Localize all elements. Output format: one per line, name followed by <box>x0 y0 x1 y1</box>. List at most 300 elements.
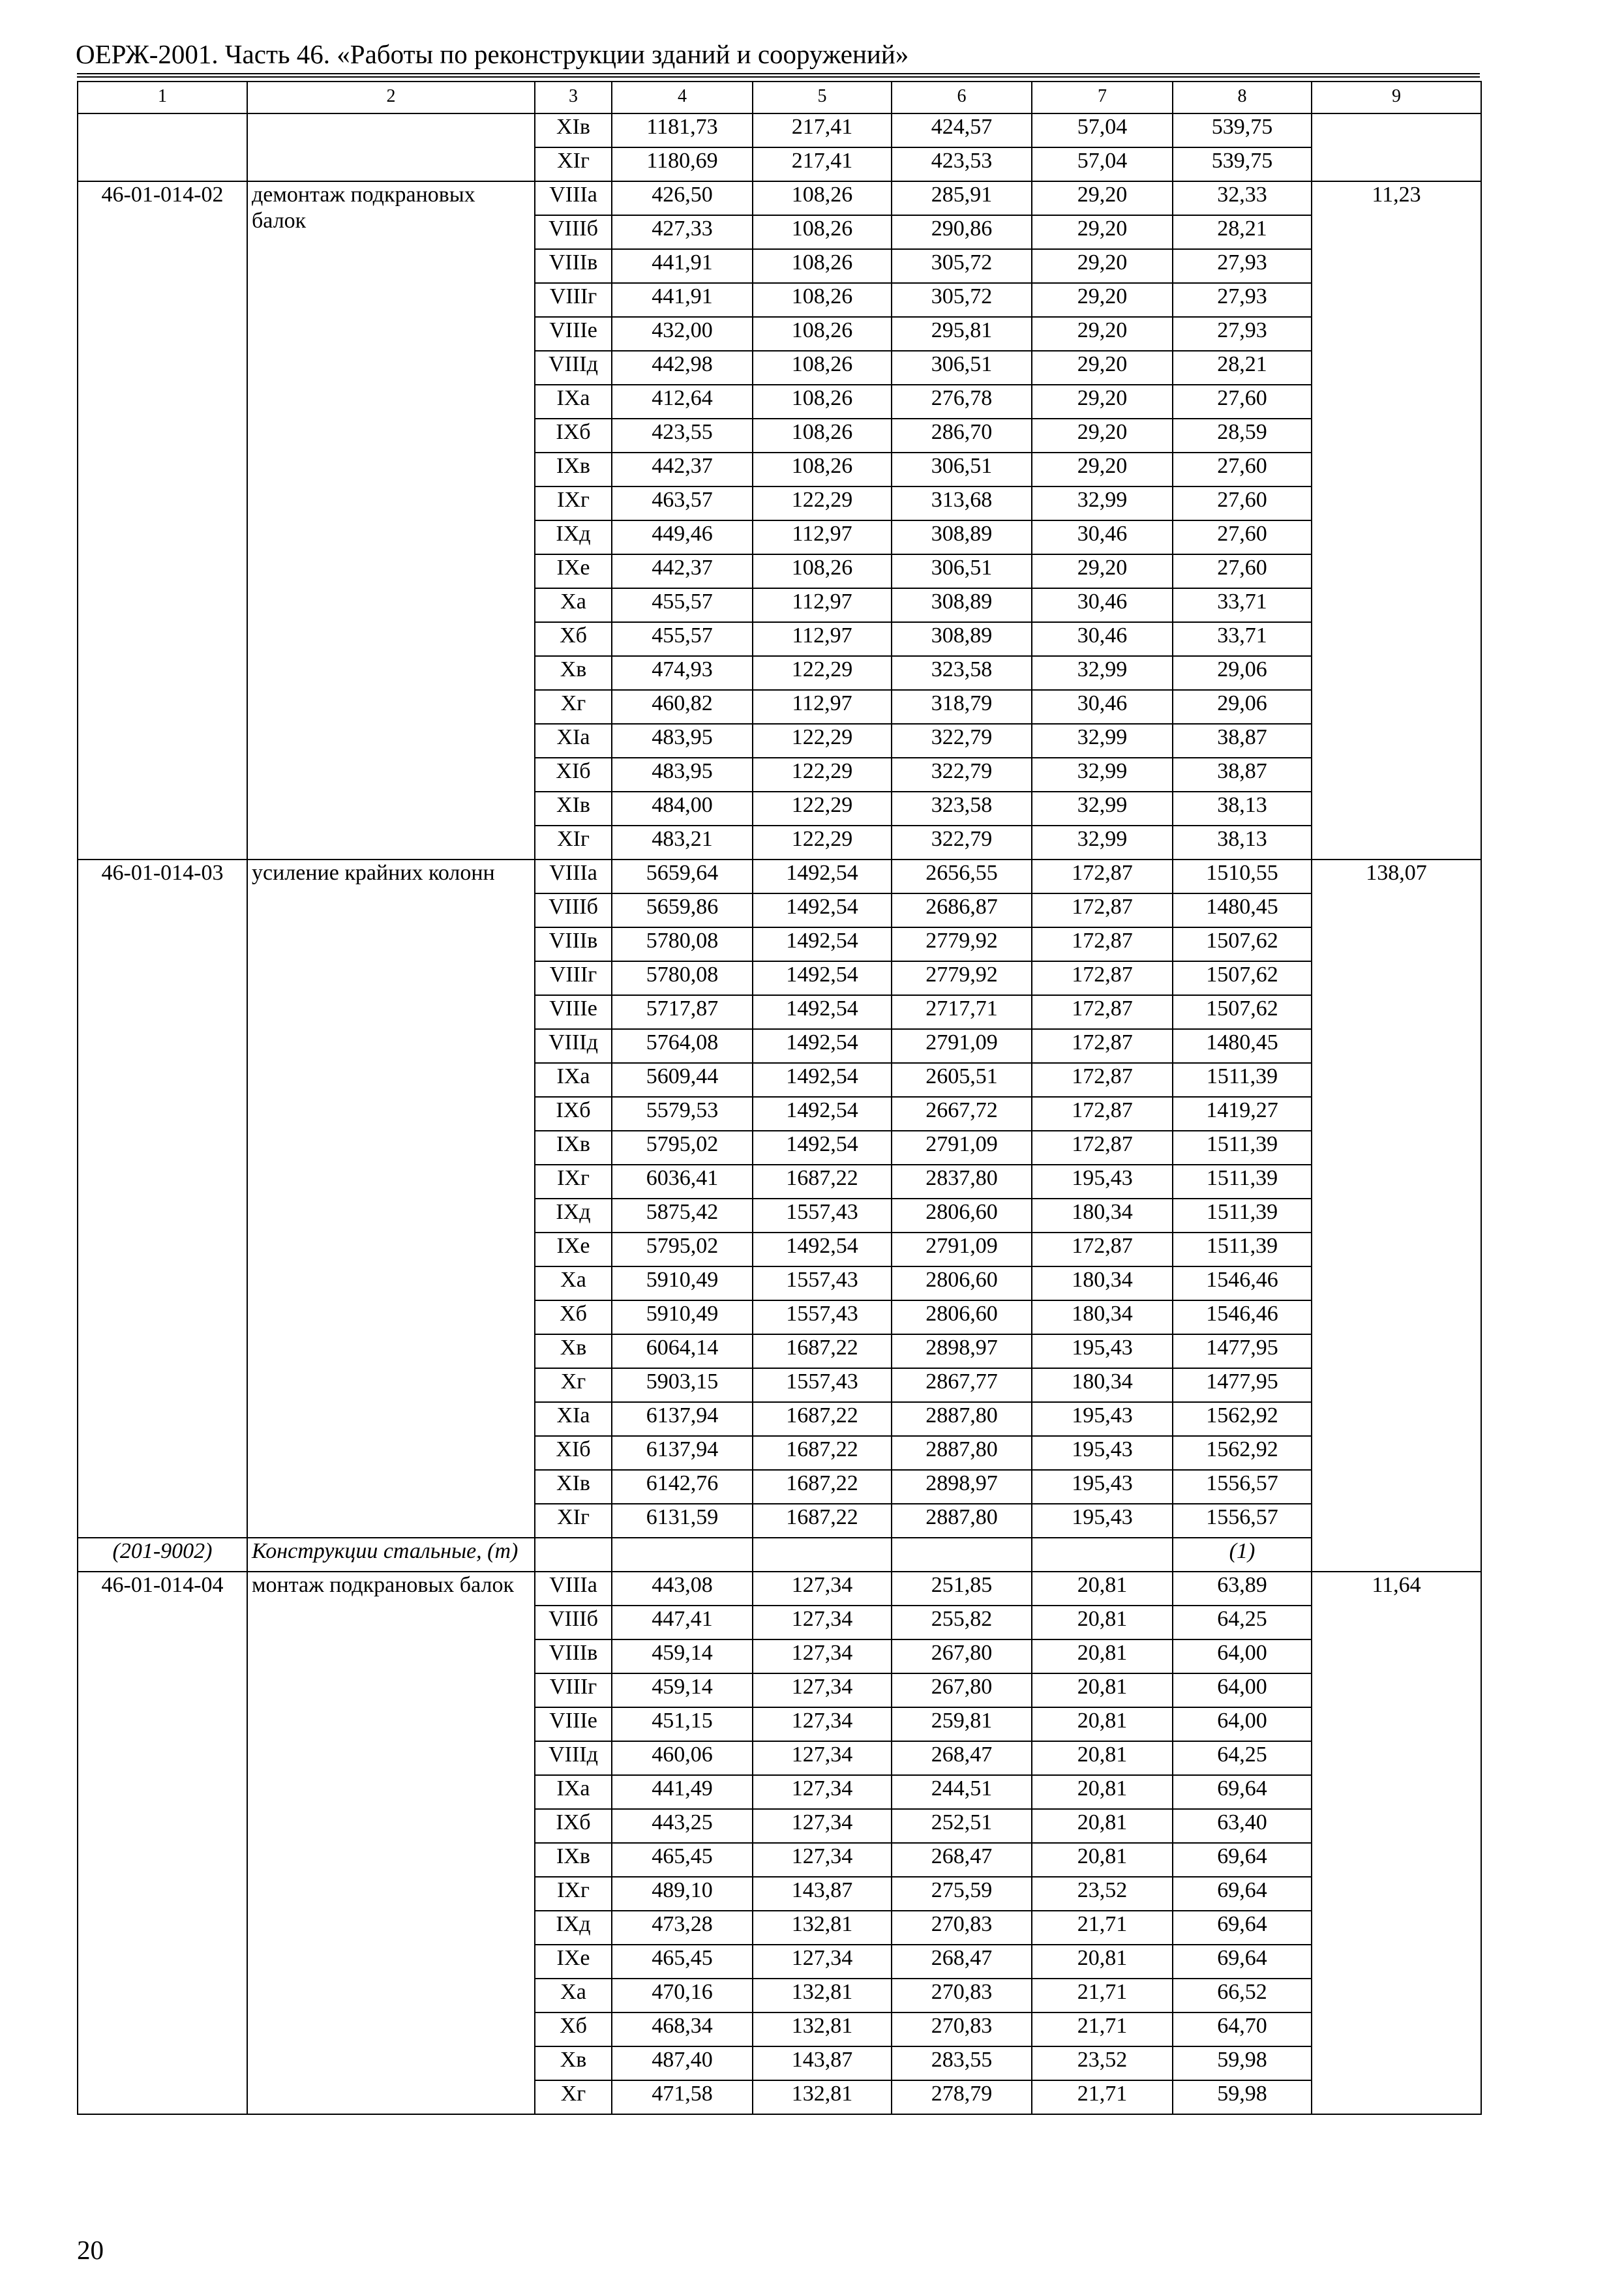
value-cell: 1477,95 <box>1173 1334 1312 1368</box>
value-cell: 5609,44 <box>612 1063 753 1097</box>
value-cell: 27,93 <box>1173 283 1312 317</box>
value-cell: 122,29 <box>753 826 892 860</box>
value-cell: 30,46 <box>1032 520 1173 554</box>
value-cell: 441,49 <box>612 1775 753 1809</box>
zone-cell: IXе <box>535 554 612 588</box>
value-cell: 29,20 <box>1032 317 1173 351</box>
value-cell: 108,26 <box>753 453 892 486</box>
value-cell: 38,13 <box>1173 792 1312 826</box>
column-number: 2 <box>247 82 535 113</box>
value-cell: 313,68 <box>892 486 1032 520</box>
name-cell <box>247 113 535 181</box>
column-number: 7 <box>1032 82 1173 113</box>
value-cell: 308,89 <box>892 520 1032 554</box>
value-cell: 6131,59 <box>612 1504 753 1538</box>
column-number: 8 <box>1173 82 1312 113</box>
value-cell: 322,79 <box>892 724 1032 758</box>
value-cell: 484,00 <box>612 792 753 826</box>
value-cell: 2887,80 <box>892 1436 1032 1470</box>
zone-cell: Xа <box>535 1266 612 1300</box>
value-cell: 127,34 <box>753 1673 892 1707</box>
value-cell: 1492,54 <box>753 1097 892 1131</box>
zone-cell: IXг <box>535 1877 612 1911</box>
zone-cell: IXа <box>535 1063 612 1097</box>
value-cell: 255,82 <box>892 1606 1032 1639</box>
value-cell: 2656,55 <box>892 860 1032 893</box>
value-cell: 6036,41 <box>612 1165 753 1199</box>
value-cell: 268,47 <box>892 1945 1032 1979</box>
value-cell: 2779,92 <box>892 961 1032 995</box>
value-cell: 32,99 <box>1032 656 1173 690</box>
value-cell: 1492,54 <box>753 961 892 995</box>
zone-cell: XIа <box>535 724 612 758</box>
value-cell: 20,81 <box>1032 1572 1173 1606</box>
value-cell: 465,45 <box>612 1843 753 1877</box>
value-cell: 28,21 <box>1173 215 1312 249</box>
value-cell: 5780,08 <box>612 961 753 995</box>
value-cell: 108,26 <box>753 181 892 215</box>
value-cell: 108,26 <box>753 351 892 385</box>
value-cell: 460,06 <box>612 1741 753 1775</box>
value-cell: 127,34 <box>753 1572 892 1606</box>
value-cell: 29,20 <box>1032 385 1173 419</box>
zone-cell: IXг <box>535 1165 612 1199</box>
note-row <box>78 1538 1481 1572</box>
value-cell: 27,60 <box>1173 554 1312 588</box>
value-cell: 29,06 <box>1173 656 1312 690</box>
value-cell: 5659,86 <box>612 893 753 927</box>
value-cell: 270,83 <box>892 1911 1032 1945</box>
value-cell: 5780,08 <box>612 927 753 961</box>
value-cell: 5659,64 <box>612 860 753 893</box>
value-cell: 443,25 <box>612 1809 753 1843</box>
zone-cell: XIг <box>535 1504 612 1538</box>
value-cell: 29,20 <box>1032 453 1173 486</box>
resource-quantity-note: (1) <box>1173 1538 1312 1572</box>
value-cell: 470,16 <box>612 1979 753 2012</box>
value-cell: 2791,09 <box>892 1029 1032 1063</box>
value-cell: 180,34 <box>1032 1266 1173 1300</box>
value-cell: 20,81 <box>1032 1741 1173 1775</box>
value-cell: 127,34 <box>753 1945 892 1979</box>
value-cell: 2791,09 <box>892 1233 1032 1266</box>
value-cell: 1557,43 <box>753 1368 892 1402</box>
value-cell: 38,87 <box>1173 724 1312 758</box>
zone-cell: IXе <box>535 1233 612 1266</box>
value-cell: 64,70 <box>1173 2012 1312 2046</box>
value-cell: 122,29 <box>753 724 892 758</box>
value-cell: 28,21 <box>1173 351 1312 385</box>
value-cell: 21,71 <box>1032 1979 1173 2012</box>
zone-cell: Xб <box>535 622 612 656</box>
zone-cell: VIIIг <box>535 961 612 995</box>
value-cell: 1480,45 <box>1173 1029 1312 1063</box>
value-cell: 217,41 <box>753 113 892 147</box>
value-cell: 251,85 <box>892 1572 1032 1606</box>
value-cell: 1556,57 <box>1173 1470 1312 1504</box>
value-cell: 2887,80 <box>892 1402 1032 1436</box>
value-cell: 295,81 <box>892 317 1032 351</box>
value-cell: 1492,54 <box>753 893 892 927</box>
value-cell: 29,20 <box>1032 351 1173 385</box>
value-cell <box>892 1538 1032 1572</box>
value-cell: 455,57 <box>612 622 753 656</box>
value-cell: 285,91 <box>892 181 1032 215</box>
value-cell: 412,64 <box>612 385 753 419</box>
value-cell: 286,70 <box>892 419 1032 453</box>
value-cell: 1557,43 <box>753 1199 892 1233</box>
rates-table <box>77 81 1482 2115</box>
value-cell: 1511,39 <box>1173 1063 1312 1097</box>
value-cell: 1511,39 <box>1173 1233 1312 1266</box>
value-cell: 1507,62 <box>1173 961 1312 995</box>
column-number: 9 <box>1312 82 1481 113</box>
value-cell: 29,20 <box>1032 215 1173 249</box>
value-cell: 305,72 <box>892 249 1032 283</box>
value-cell: 1687,22 <box>753 1504 892 1538</box>
value-cell: 21,71 <box>1032 1911 1173 1945</box>
zone-cell: IXд <box>535 1199 612 1233</box>
value-cell: 5875,42 <box>612 1199 753 1233</box>
value-cell: 69,64 <box>1173 1877 1312 1911</box>
zone-cell: IXб <box>535 419 612 453</box>
zone-cell: IXа <box>535 385 612 419</box>
value-cell: 424,57 <box>892 113 1032 147</box>
value-cell: 127,34 <box>753 1707 892 1741</box>
value-cell: 69,64 <box>1173 1843 1312 1877</box>
value-cell: 290,86 <box>892 215 1032 249</box>
code-cell: 46-01-014-04 <box>78 1572 247 2114</box>
value-cell: 112,97 <box>753 520 892 554</box>
value-cell: 172,87 <box>1032 961 1173 995</box>
value-cell: 318,79 <box>892 690 1032 724</box>
name-cell: усиление крайних колонн <box>247 860 535 1538</box>
value-cell: 1181,73 <box>612 113 753 147</box>
value-cell: 308,89 <box>892 622 1032 656</box>
zone-cell: VIIIв <box>535 927 612 961</box>
zone-cell: VIIIд <box>535 1741 612 1775</box>
zone-cell: VIIIд <box>535 351 612 385</box>
value-cell: 1687,22 <box>753 1334 892 1368</box>
value-cell: 447,41 <box>612 1606 753 1639</box>
zone-cell: XIв <box>535 1470 612 1504</box>
zone-cell: IXе <box>535 1945 612 1979</box>
value-cell: 57,04 <box>1032 147 1173 181</box>
value-cell: 1510,55 <box>1173 860 1312 893</box>
zone-cell: VIIIе <box>535 995 612 1029</box>
value-cell: 172,87 <box>1032 1029 1173 1063</box>
value-cell: 132,81 <box>753 2012 892 2046</box>
value-cell: 455,57 <box>612 588 753 622</box>
value-cell: 1507,62 <box>1173 995 1312 1029</box>
zone-cell: VIIIв <box>535 1639 612 1673</box>
value-cell: 278,79 <box>892 2080 1032 2114</box>
value-cell: 33,71 <box>1173 622 1312 656</box>
value-cell: 195,43 <box>1032 1334 1173 1368</box>
col9-cell: 138,07 <box>1312 860 1481 1572</box>
zone-cell: XIв <box>535 113 612 147</box>
value-cell: 1562,92 <box>1173 1436 1312 1470</box>
value-cell: 29,20 <box>1032 181 1173 215</box>
value-cell: 27,60 <box>1173 453 1312 486</box>
value-cell: 195,43 <box>1032 1402 1173 1436</box>
value-cell: 1507,62 <box>1173 927 1312 961</box>
value-cell: 2887,80 <box>892 1504 1032 1538</box>
value-cell: 38,13 <box>1173 826 1312 860</box>
zone-cell: VIIIг <box>535 1673 612 1707</box>
value-cell: 63,89 <box>1173 1572 1312 1606</box>
value-cell: 1511,39 <box>1173 1165 1312 1199</box>
zone-cell: Xа <box>535 1979 612 2012</box>
column-number: 3 <box>535 82 612 113</box>
value-cell: 6137,94 <box>612 1402 753 1436</box>
value-cell: 449,46 <box>612 520 753 554</box>
zone-cell: VIIIв <box>535 249 612 283</box>
value-cell: 270,83 <box>892 1979 1032 2012</box>
value-cell: 57,04 <box>1032 113 1173 147</box>
value-cell: 108,26 <box>753 317 892 351</box>
value-cell: 443,08 <box>612 1572 753 1606</box>
value-cell: 1492,54 <box>753 927 892 961</box>
zone-cell: VIIIа <box>535 181 612 215</box>
value-cell: 132,81 <box>753 1979 892 2012</box>
value-cell: 5579,53 <box>612 1097 753 1131</box>
value-cell: 29,06 <box>1173 690 1312 724</box>
value-cell: 2898,97 <box>892 1470 1032 1504</box>
column-number: 4 <box>612 82 753 113</box>
value-cell: 471,58 <box>612 2080 753 2114</box>
value-cell: 132,81 <box>753 2080 892 2114</box>
value-cell: 20,81 <box>1032 1707 1173 1741</box>
value-cell: 6064,14 <box>612 1334 753 1368</box>
value-cell: 172,87 <box>1032 927 1173 961</box>
value-cell: 1687,22 <box>753 1165 892 1199</box>
value-cell: 468,34 <box>612 2012 753 2046</box>
page-number: 20 <box>77 2235 104 2265</box>
value-cell: 172,87 <box>1032 860 1173 893</box>
value-cell: 1477,95 <box>1173 1368 1312 1402</box>
zone-cell: XIв <box>535 792 612 826</box>
value-cell: 29,20 <box>1032 283 1173 317</box>
zone-cell: IXд <box>535 1911 612 1945</box>
value-cell: 1556,57 <box>1173 1504 1312 1538</box>
table-row <box>78 113 1481 147</box>
value-cell: 1562,92 <box>1173 1402 1312 1436</box>
value-cell: 2686,87 <box>892 893 1032 927</box>
value-cell: 122,29 <box>753 486 892 520</box>
zone-cell: IXд <box>535 520 612 554</box>
value-cell: 322,79 <box>892 758 1032 792</box>
value-cell: 69,64 <box>1173 1911 1312 1945</box>
zone-cell: VIIIг <box>535 283 612 317</box>
code-cell <box>78 113 247 181</box>
value-cell: 1492,54 <box>753 1029 892 1063</box>
zone-cell: XIа <box>535 1402 612 1436</box>
value-cell <box>1032 1538 1173 1572</box>
value-cell: 483,95 <box>612 758 753 792</box>
col9-cell <box>1312 113 1481 181</box>
value-cell: 21,71 <box>1032 2012 1173 2046</box>
value-cell: 20,81 <box>1032 1843 1173 1877</box>
value-cell: 1687,22 <box>753 1402 892 1436</box>
table-body <box>78 82 1481 2114</box>
value-cell: 459,14 <box>612 1639 753 1673</box>
page-header: ОЕРЖ-2001. Часть 46. «Работы по реконструкции зданий и сооружений» <box>76 39 909 69</box>
value-cell: 59,98 <box>1173 2046 1312 2080</box>
value-cell: 2898,97 <box>892 1334 1032 1368</box>
zone-cell: IXг <box>535 486 612 520</box>
value-cell: 1687,22 <box>753 1470 892 1504</box>
value-cell: 32,33 <box>1173 181 1312 215</box>
value-cell: 32,99 <box>1032 486 1173 520</box>
value-cell: 21,71 <box>1032 2080 1173 2114</box>
zone-cell: IXб <box>535 1809 612 1843</box>
zone-cell: XIг <box>535 826 612 860</box>
value-cell: 108,26 <box>753 249 892 283</box>
value-cell: 1546,46 <box>1173 1300 1312 1334</box>
zone-cell: VIIIе <box>535 1707 612 1741</box>
value-cell: 112,97 <box>753 588 892 622</box>
value-cell: 483,95 <box>612 724 753 758</box>
value-cell: 2837,80 <box>892 1165 1032 1199</box>
value-cell: 5764,08 <box>612 1029 753 1063</box>
value-cell: 268,47 <box>892 1741 1032 1775</box>
zone-cell: Xв <box>535 656 612 690</box>
value-cell: 180,34 <box>1032 1199 1173 1233</box>
value-cell: 1492,54 <box>753 995 892 1029</box>
value-cell: 2667,72 <box>892 1097 1032 1131</box>
value-cell: 180,34 <box>1032 1300 1173 1334</box>
value-cell: 172,87 <box>1032 1131 1173 1165</box>
value-cell: 2806,60 <box>892 1266 1032 1300</box>
value-cell: 426,50 <box>612 181 753 215</box>
value-cell: 259,81 <box>892 1707 1032 1741</box>
value-cell: 1687,22 <box>753 1436 892 1470</box>
resource-name-note: Конструкции стальные, (т) <box>247 1538 535 1572</box>
value-cell: 244,51 <box>892 1775 1032 1809</box>
zone-cell: IXв <box>535 1843 612 1877</box>
value-cell: 127,34 <box>753 1741 892 1775</box>
value-cell: 6137,94 <box>612 1436 753 1470</box>
value-cell: 1511,39 <box>1173 1199 1312 1233</box>
value-cell: 2605,51 <box>892 1063 1032 1097</box>
value-cell: 323,58 <box>892 656 1032 690</box>
value-cell: 122,29 <box>753 758 892 792</box>
value-cell: 20,81 <box>1032 1809 1173 1843</box>
zone-cell: Xг <box>535 1368 612 1402</box>
value-cell: 27,93 <box>1173 249 1312 283</box>
value-cell: 5795,02 <box>612 1131 753 1165</box>
name-cell: монтаж подкрановых балок <box>247 1572 535 2114</box>
value-cell: 195,43 <box>1032 1504 1173 1538</box>
zone-cell: IXв <box>535 453 612 486</box>
value-cell: 5903,15 <box>612 1368 753 1402</box>
value-cell: 283,55 <box>892 2046 1032 2080</box>
value-cell: 276,78 <box>892 385 1032 419</box>
value-cell: 1557,43 <box>753 1300 892 1334</box>
value-cell: 2806,60 <box>892 1300 1032 1334</box>
value-cell: 108,26 <box>753 554 892 588</box>
value-cell: 423,53 <box>892 147 1032 181</box>
value-cell: 143,87 <box>753 1877 892 1911</box>
value-cell: 270,83 <box>892 2012 1032 2046</box>
value-cell: 29,20 <box>1032 249 1173 283</box>
value-cell: 1419,27 <box>1173 1097 1312 1131</box>
value-cell: 127,34 <box>753 1843 892 1877</box>
value-cell: 69,64 <box>1173 1775 1312 1809</box>
value-cell: 27,60 <box>1173 520 1312 554</box>
column-number: 6 <box>892 82 1032 113</box>
value-cell: 108,26 <box>753 283 892 317</box>
value-cell: 275,59 <box>892 1877 1032 1911</box>
value-cell: 180,34 <box>1032 1368 1173 1402</box>
value-cell: 483,21 <box>612 826 753 860</box>
value-cell: 20,81 <box>1032 1606 1173 1639</box>
value-cell: 172,87 <box>1032 1233 1173 1266</box>
value-cell: 23,52 <box>1032 2046 1173 2080</box>
value-cell: 112,97 <box>753 690 892 724</box>
value-cell: 143,87 <box>753 2046 892 2080</box>
value-cell: 108,26 <box>753 215 892 249</box>
value-cell: 267,80 <box>892 1639 1032 1673</box>
zone-cell: VIIIа <box>535 860 612 893</box>
header-rule <box>77 73 1480 74</box>
value-cell: 59,98 <box>1173 2080 1312 2114</box>
value-cell: 308,89 <box>892 588 1032 622</box>
value-cell: 1180,69 <box>612 147 753 181</box>
value-cell: 23,52 <box>1032 1877 1173 1911</box>
value-cell: 539,75 <box>1173 147 1312 181</box>
col9-cell: 11,23 <box>1312 181 1481 860</box>
zone-cell: VIIIд <box>535 1029 612 1063</box>
value-cell: 460,82 <box>612 690 753 724</box>
value-cell: 474,93 <box>612 656 753 690</box>
value-cell: 30,46 <box>1032 622 1173 656</box>
value-cell: 487,40 <box>612 2046 753 2080</box>
value-cell: 63,40 <box>1173 1809 1312 1843</box>
value-cell: 20,81 <box>1032 1673 1173 1707</box>
column-number-row <box>78 82 1481 113</box>
value-cell: 127,34 <box>753 1775 892 1809</box>
value-cell: 172,87 <box>1032 893 1173 927</box>
value-cell: 32,99 <box>1032 724 1173 758</box>
value-cell: 1492,54 <box>753 860 892 893</box>
value-cell: 5795,02 <box>612 1233 753 1266</box>
zone-cell: VIIIб <box>535 215 612 249</box>
value-cell: 306,51 <box>892 554 1032 588</box>
value-cell: 1492,54 <box>753 1131 892 1165</box>
value-cell: 27,93 <box>1173 317 1312 351</box>
value-cell: 122,29 <box>753 792 892 826</box>
value-cell: 32,99 <box>1032 826 1173 860</box>
value-cell: 29,20 <box>1032 554 1173 588</box>
value-cell: 5910,49 <box>612 1266 753 1300</box>
code-cell: 46-01-014-03 <box>78 860 247 1538</box>
value-cell: 108,26 <box>753 419 892 453</box>
value-cell: 427,33 <box>612 215 753 249</box>
zone-cell: IXб <box>535 1097 612 1131</box>
value-cell: 30,46 <box>1032 690 1173 724</box>
value-cell: 442,37 <box>612 554 753 588</box>
table-row <box>78 860 1481 893</box>
value-cell: 20,81 <box>1032 1639 1173 1673</box>
value-cell: 441,91 <box>612 283 753 317</box>
value-cell: 268,47 <box>892 1843 1032 1877</box>
value-cell: 66,52 <box>1173 1979 1312 2012</box>
value-cell: 20,81 <box>1032 1775 1173 1809</box>
value-cell: 252,51 <box>892 1809 1032 1843</box>
value-cell: 1511,39 <box>1173 1131 1312 1165</box>
